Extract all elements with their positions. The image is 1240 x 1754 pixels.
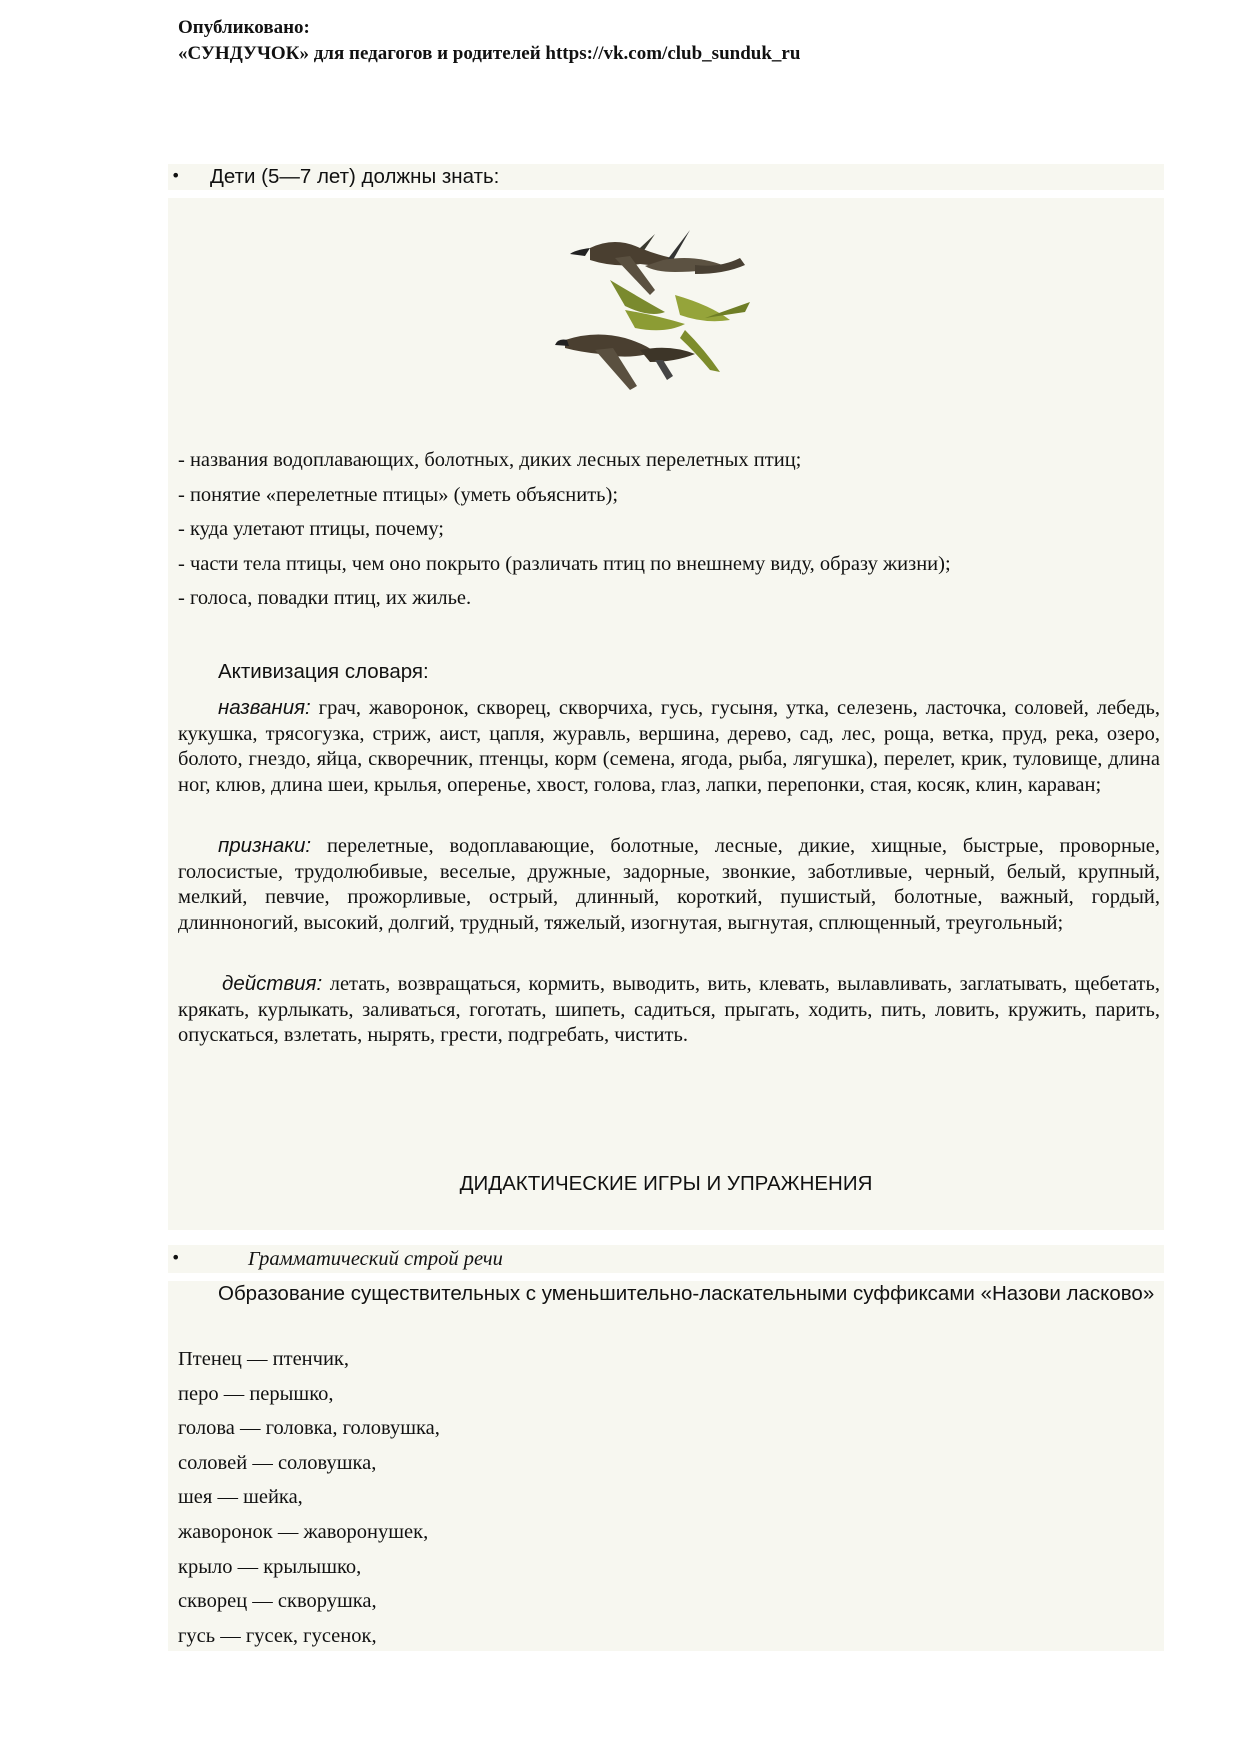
published-label: Опубликовано:: [178, 17, 310, 38]
games-heading: ДИДАКТИЧЕСКИЕ ИГРЫ И УПРАЖНЕНИЯ: [459, 1172, 873, 1195]
signs-text: перелетные, водоплавающие, болотные, лесные, дикие, хищные, быстрые, проворные, голосистые, трудолюбивые, веселые, дружные, задорные, звонкие, заботливые, черный, белый, крупный, мелкий, певчие, прожорливые, острый, длинный, короткий, пушистый, болотные, важный, гордый, длинноногий, высокий, долгий, трудный, тяжелый, изогнутая, выгнутая, сплющенный, треугольный;: [178, 835, 1160, 934]
know-list: [178, 443, 951, 616]
names-label: названия:: [218, 696, 311, 719]
know-item: - куда улетают птицы, почему;: [178, 518, 444, 540]
know-item: - части тела птицы, чем оно покрыто (различать птиц по внешнему виду, образу жизни);: [178, 552, 951, 575]
vocabulary-actions: [178, 971, 1160, 1049]
actions-text: летать, возвращаться, кормить, выводить, вить, клевать, вылавливать, заглатывать, щебетать, крякать, курлыкать, заливаться, гоготать, шипеть, садиться, прыгать, ходить, пить, ловить, кружить, парить, опускаться, взлетать, нырять, грести, подгребать, чистить.: [178, 973, 1160, 1046]
vocabulary-names: [178, 695, 1160, 798]
word-pair: скворец — скворушка,: [178, 1590, 377, 1613]
exercise-title: Образование существительных с уменьшительно-ласкательными суффиксами «Назови ласково»: [218, 1282, 1155, 1305]
section-heading: Дети (5—7 лет) должны знать:: [210, 165, 500, 188]
signs-label: признаки:: [218, 834, 312, 857]
word-pair: крыло — крылышко,: [178, 1555, 362, 1578]
word-pair: перо — перышко,: [178, 1382, 334, 1405]
actions-label: действия:: [222, 972, 323, 995]
grammar-heading-row: [168, 1245, 1164, 1273]
bullet-marker: •: [171, 166, 181, 185]
published-source: «СУНДУЧОК» для педагогов и родителей https://vk.com/club_sunduk_ru: [178, 43, 801, 64]
word-pair: жаворонок — жаворонушек,: [178, 1520, 429, 1543]
know-item: - голоса, повадки птиц, их жилье.: [178, 587, 472, 609]
vocabulary-heading: Активизация словаря:: [218, 660, 429, 683]
word-pair: соловей — соловушка,: [178, 1451, 377, 1474]
word-pair: голова — головка, головушка,: [178, 1417, 440, 1440]
bullet-marker: •: [171, 1248, 181, 1267]
names-text: грач, жаворонок, скворец, скворчиха, гусь, гусыня, утка, селезень, ласточка, соловей, лебедь, кукушка, трясогузка, стриж, аист, цапля, журавль, вершина, дерево, сад, лес, роща, ветка, пруд, река, озеро, болото, гнездо, яйца, скворечник, птенцы, корм (семена, ягода, рыба, лягушка), перелет, крик, туловище, длина ног, клюв, длина шеи, крылья, оперенье, хвост, голова, глаз, лапки, перепонки, стая, косяк, клин, караван;: [178, 697, 1160, 796]
word-pair: Птенец — птенчик,: [178, 1348, 350, 1370]
grammar-heading: Грамматический строй речи: [248, 1248, 503, 1270]
word-pair: гусь — гусек, гусенок,: [178, 1624, 377, 1647]
section-heading-row: [168, 164, 1164, 190]
know-item: - понятие «перелетные птицы» (уметь объяснить);: [178, 483, 619, 506]
word-pairs-list: [178, 1342, 440, 1653]
published-header: [178, 15, 800, 67]
flying-geese-icon: [555, 220, 785, 420]
know-item: - названия водоплавающих, болотных, диких лесных перелетных птиц;: [178, 449, 802, 471]
word-pair: шея — шейка,: [178, 1486, 303, 1509]
vocabulary-signs: [178, 833, 1160, 936]
